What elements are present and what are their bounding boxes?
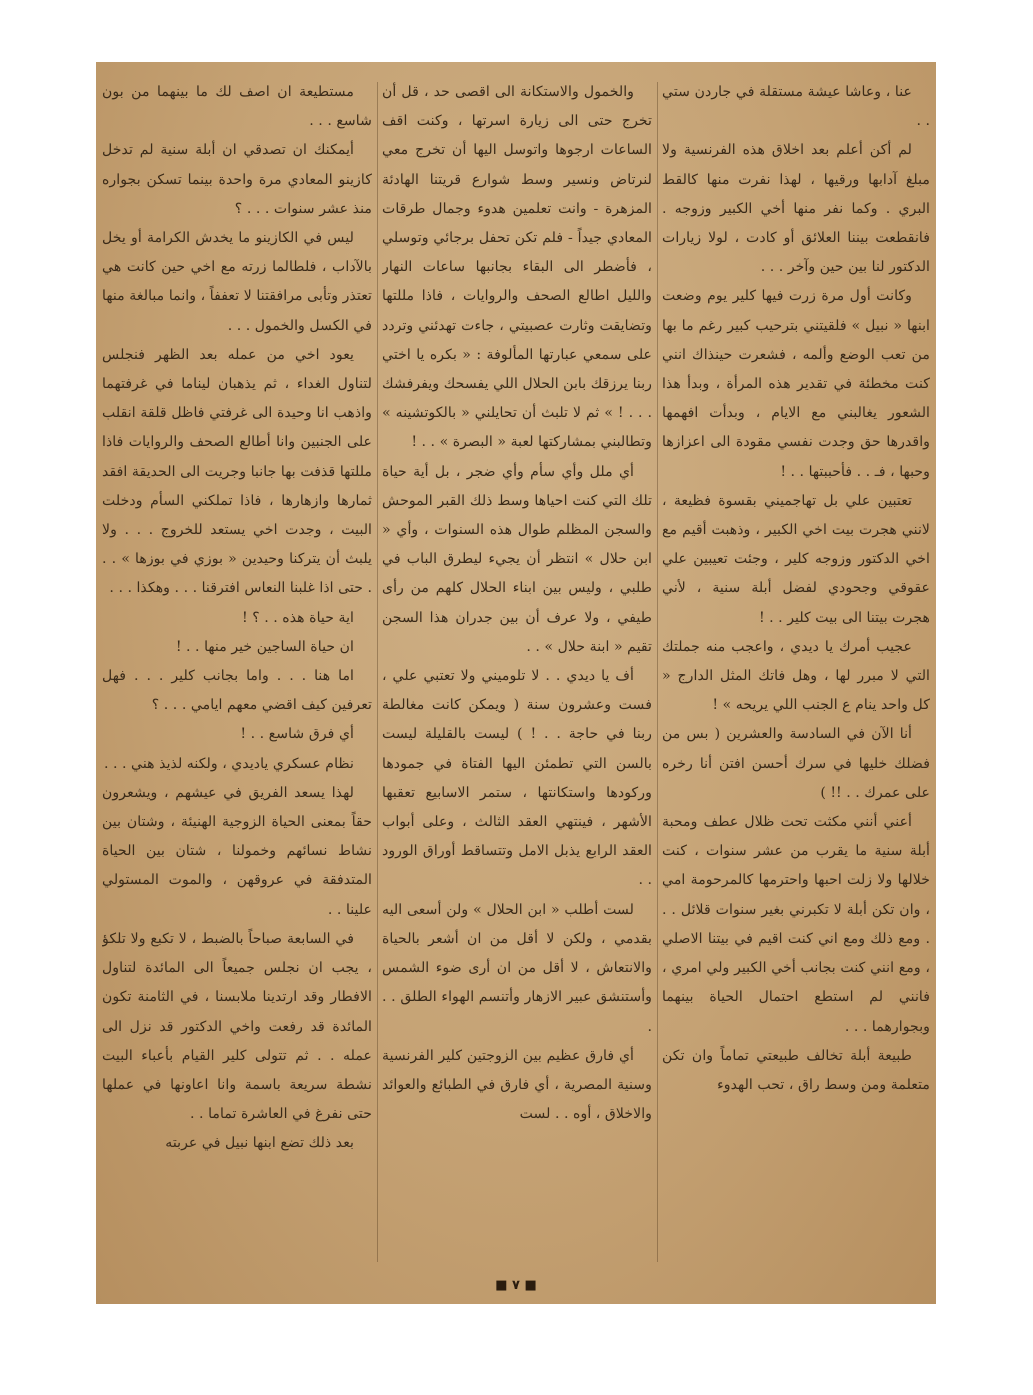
paragraph: والخمول والاستكانة الى اقصى حد ، قل أن تخرج حتى الى زيارة اسرتها ، وكنت اقف الساعات ارجوها واتوسل اليها أن تخرج معي لنرتاض ونسير وسط شوارع قريتنا الهادئة المزهرة - وانت تعلمين هدوء وجمال طرقات المعادي جيداً - فلم تكن تحفل برجائي وتوسلي ، فأضطر الى البقاء بجانبها ساعات النهار والليل اطالع الصحف والروايات ، فاذا مللتها وتضايقت وثارت عصبيتي ، جاءت تهدئني وتردد على سمعي عبارتها المألوفة : « بكره يا اختي ربنا يرزقك بابن الحلال اللي يفسحك ويفرفشك . . . ! » ثم لا تلبث أن تحايلني « بالكوتشينه » وتطالبني بمشاركتها لعبة « البصرة » . . ! [382,84,652,451]
paragraph: عنا ، وعاشا عيشة مستقلة في جاردن ستي . . [662,84,930,130]
paragraph: أنا الآن في السادسة والعشرين ( بس من فضلك خليها في سرك أحسن افتن أنا رخره على عمرك . . !! ) [662,726,930,801]
paragraph: أف يا ديدي . . لا تلوميني ولا تعتبي علي ، فست وعشرون سنة ( ويمكن كانت مغالطة ربنا في حاجة . . ! ) ليست بالقليلة ليست بالسن التي تطمئن اليها الفتاة في جمودها وركودها واستكانتها ، ستمر الاسابيع تعقبها الأشهر ، فينتهي العقد الثالث ، وعلى أبواب العقد الرابع يذبل الامل وتتساقط أوراق الورود . . [382,668,652,889]
paragraph: لست أطلب « ابن الحلال » ولن أسعى اليه بقدمي ، ولكن لا أقل من ان أشعر بالحياة والانتعاش ، لا أقل من ان أرى ضوء الشمس وأستنشق عبير الازهار وأتنسم الهواء الطلق . . . [382,901,652,1035]
column-divider [377,82,378,1262]
paragraph: يعود اخي من عمله بعد الظهر فنجلس لتناول الغداء ، ثم يذهبان ليناما في غرفتهما واذهب انا وحيدة الى غرفتي فاظل قلقة انقلب على الجنبين وانا أطالع الصحف والروايات فاذا مللتها قذفت بها جانبا وجريت الى الحديقة افقد ثمارها وازهارها ، فاذا تملكني السأم ودخلت البيت ، وجدت اخي يستعد للخروج . . . ولا يلبث أن يتركنا وحيدين « بوزي في بوزها » . . . حتى اذا غلبنا النعاس افترقنا . . . وهكذا . . . [102,346,372,597]
paragraph: اية حياة هذه . . ؟ ! [242,609,354,626]
column-divider [657,82,658,1262]
paragraph: اما هنا . . . واما بجانب كلير . . . فهل تعرفين كيف اقضي معهم ايامي . . . ؟ [102,668,372,714]
paragraph: لم أكن أعلم بعد اخلاق هذه الفرنسية ولا مبلغ آدابها ورقيها ، لهذا نفرت منها كالقط البري . وكما نفر منها أخي الكبير وزوجه . فانقطعت بيننا العلائق أو كادت ، لولا زيارات الدكتور لنا بين حين وآخر . . . [662,142,930,276]
paragraph: أيمكنك ان تصدقي ان أبلة سنية لم تدخل كازينو المعادي مرة واحدة بينما تسكن بجواره منذ عشر سنوات . . . ؟ [102,142,372,217]
page-number: ■ ٧ ■ [495,1278,537,1293]
paragraph: أعني أنني مكثت تحت ظلال عطف ومحبة أبلة سنية ما يقرب من عشر سنوات ، كنت خلالها ولا زلت احبها واحترمها كالمرحومة امي ، وان تكن أبلة لا تكبرني بغير سنوات قلائل . . . ومع ذلك ومع اني كنت اقيم في بيتنا الاصلي ، ومع انني كنت بجانب أخي الكبير ولي امري ، فانني لم استطع احتمال الحياة بينهما وبجوارهما . . . [662,814,930,1035]
paragraph: تعتبين علي بل تهاجميني بقسوة فظيعة ، لانني هجرت بيت اخي الكبير ، وذهبت أقيم مع اخي الدكتور وزوجه كلير ، وجئت تعيبين علي عقوقي وجحودي لفضل أبلة سنية ، لأني هجرت بيتنا الى بيت كلير . . ! [662,492,930,626]
paragraph: ليس في الكازينو ما يخدش الكرامة أو يخل بالآداب ، فلطالما زرته مع اخي حين كانت هي تعتذر وتأبى مرافقتنا لا تعففاً ، وانما مبالغة منها في الكسل والخمول . . . [102,230,372,334]
paragraph: أي فرق شاسع . . ! [240,726,354,743]
paragraph: بعد ذلك تضع ابنها نبيل في عربته [165,1135,354,1152]
paragraph: مستطيعة ان اصف لك ما بينهما من بون شاسع . . . [102,84,372,130]
paragraph: أي فارق عظيم بين الزوجتين كلير الفرنسية وسنية المصرية ، أي فارق في الطبائع والعوائد والاخلاق ، أوه . . لست [382,1047,652,1123]
column-middle [382,78,652,1258]
paragraph: طبيعة أبلة تخالف طبيعتي تماماً وان تكن متعلمة ومن وسط راق ، تحب الهدوء [662,1047,930,1093]
column-right [662,78,930,1258]
paragraph: وكانت أول مرة زرت فيها كلير يوم وضعت ابنها « نبيل » فلقيتني بترحيب كبير رغم ما بها من تعب الوضع وألمه ، فشعرت حينذاك انني كنت مخطئة في تقدير هذه المرأة ، وبدأ هذا الشعور يغالبني مع الايام ، وبدأت افهمها واقدرها حق وجدت نفسي مقودة الى اعزازها وحبها ، فـ . . فأحببتها . . ! [662,288,930,480]
column-left [102,78,372,1258]
magazine-page [96,62,936,1304]
paragraph: نظام عسكري ياديدي ، ولكنه لذيذ هني . . . [103,755,354,772]
paragraph: في السابعة صباحاً بالضبط ، لا تكبع ولا تلكؤ ، يجب ان نجلس جميعاً الى المائدة لتناول الافطار وقد ارتدينا ملابسنا ، في الثامنة تكون المائدة قد رفعت واخي الدكتور قد نزل الى عمله . . ثم تتولى كلير القيام بأعباء البيت نشطة سريعة باسمة وانا اعاونها في عملها حتى نفرغ في العاشرة تماما . . [102,930,372,1123]
paragraph: أي ملل وأي سأم وأي ضجر ، بل أية حياة تلك التي كنت احياها وسط ذلك القبر الموحش والسجن المظلم طوال هذه السنوات ، وأي « ابن حلال » انتظر أن يجيء ليطرق الباب في طلبي ، وليس بين ابناء الحلال كلهم من رأى طيفي ، ولا عرف أن بين جدران هذا السجن تقيم « ابنة حلال » . . [382,463,652,655]
paragraph: لهذا يسعد الفريق في عيشهم ، ويشعرون حقاً بمعنى الحياة الزوجية الهنيئة ، وشتان بين نشاط نسائهم وخمولنا ، شتان بين الحياة المتدفقة في عروقهن ، والموت المستولي علينا . . [102,784,372,918]
paragraph: عجيب أمرك يا ديدي ، واعجب منه جملتك التي لا مبرر لها ، وهل فاتك المثل الدارج « كل واحد ينام ع الجنب اللي يريحه » ! [662,638,930,714]
paragraph: ان حياة الساجين خير منها . . ! [175,638,354,655]
